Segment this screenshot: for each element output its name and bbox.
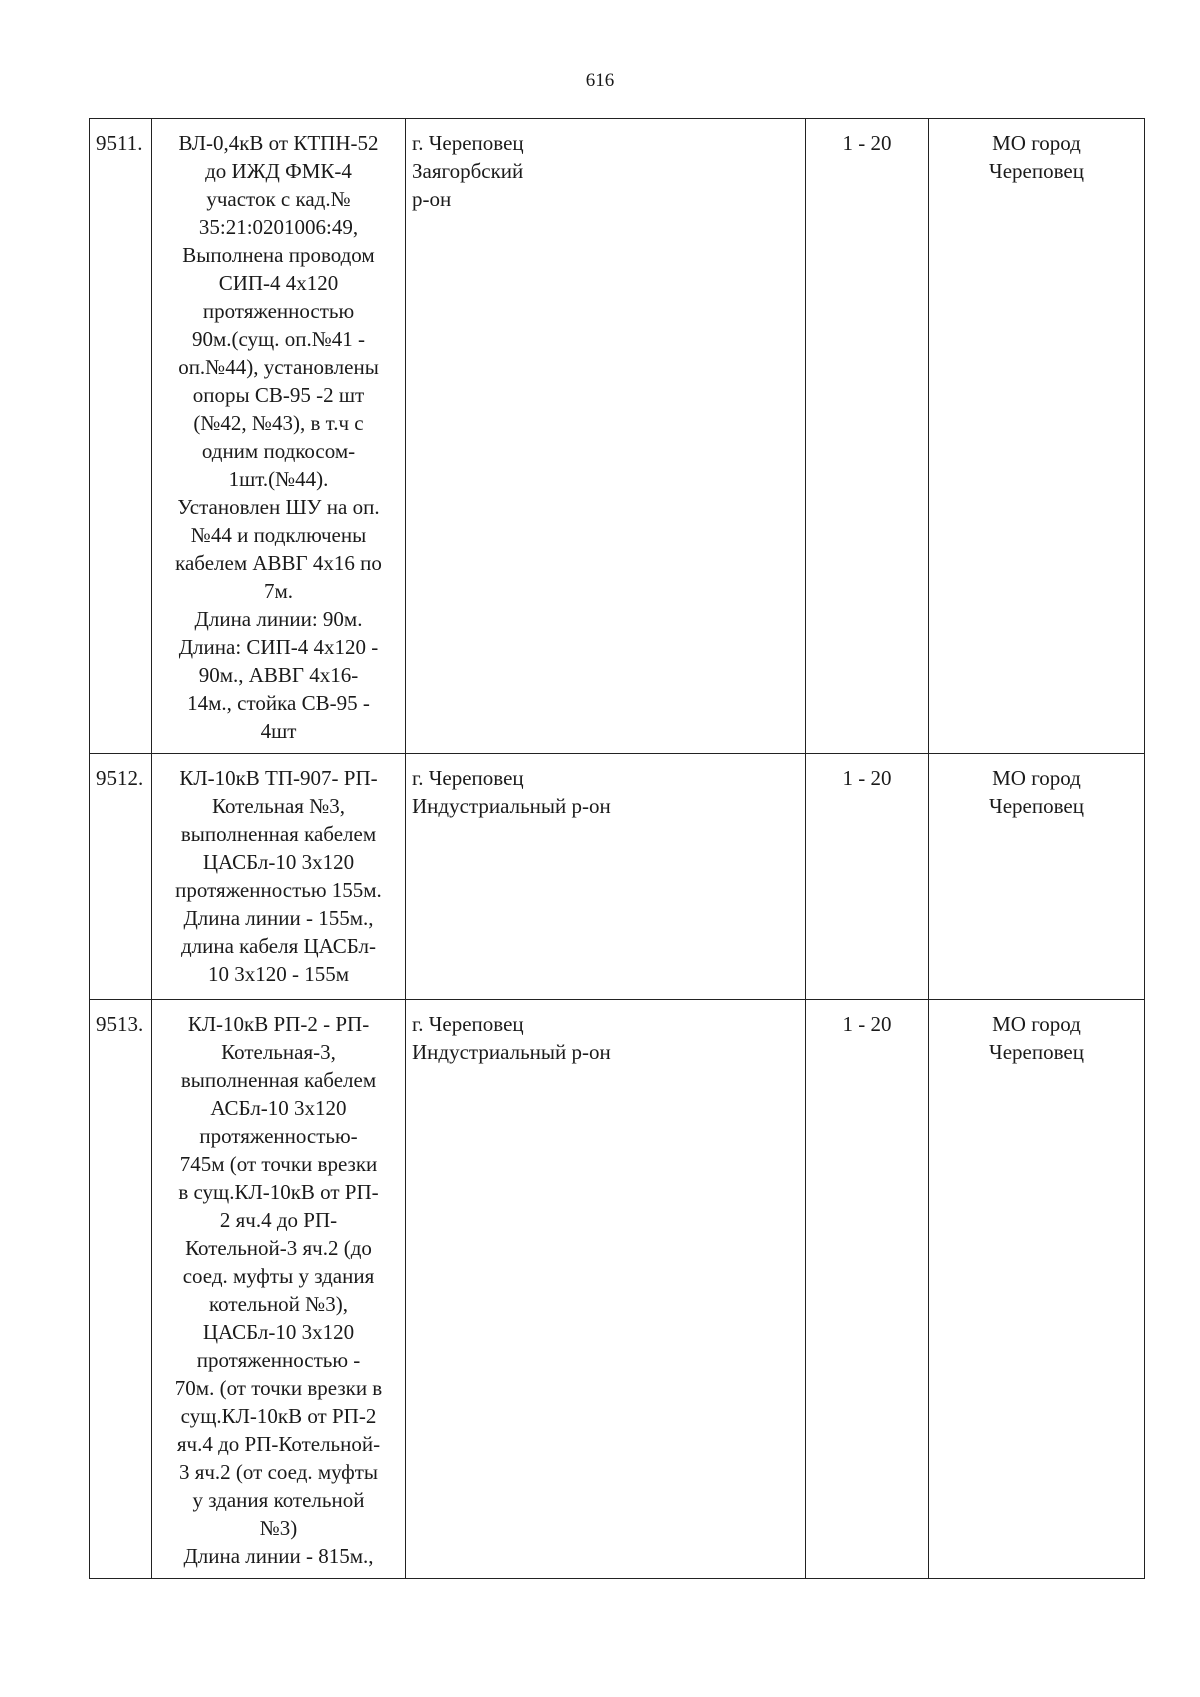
description-line: Котельная-3,: [221, 1040, 336, 1064]
description-line: ЦАСБл-10 3х120: [202, 1320, 355, 1344]
description-line: 90м.(сущ. оп.№41 -: [191, 327, 365, 351]
location-line: г. Череповец: [412, 766, 524, 790]
description-line: 1шт.(№44).: [228, 467, 329, 491]
category-cell: [806, 119, 929, 754]
owner-cell: [929, 754, 1145, 1000]
description-line: (№42, №43), в т.ч с: [193, 411, 364, 435]
description-line: 7м.: [263, 579, 294, 603]
description-line: котельной №3),: [209, 1292, 348, 1316]
category-value: 1 - 20: [842, 131, 892, 155]
location-line: Индустриальный р-он: [412, 794, 611, 818]
row-number-cell: [90, 1000, 152, 1579]
owner-line: МО город: [992, 131, 1081, 155]
description-line: 745м (от точки врезки: [179, 1152, 378, 1176]
description-cell: [152, 1000, 406, 1579]
category-value: 1 - 20: [842, 766, 892, 790]
description-line: одним подкосом-: [201, 439, 356, 463]
description-line: КЛ-10кВ РП-2 - РП-: [187, 1012, 370, 1036]
description-line: Длина линии: 90м.: [194, 607, 363, 631]
registry-table: [89, 118, 1145, 1579]
description-cell: [152, 754, 406, 1000]
description-line: ЦАСБл-10 3х120: [202, 850, 355, 874]
description-line: соед. муфты у здания: [182, 1264, 375, 1288]
description-line: сущ.КЛ-10кВ от РП-2: [180, 1404, 377, 1428]
owner-line: МО город: [992, 766, 1081, 790]
description-line: Котельной-3 яч.2 (до: [185, 1236, 372, 1260]
owner-line: МО город: [992, 1012, 1081, 1036]
category-value: 1 - 20: [842, 1012, 892, 1036]
description-line: ВЛ-0,4кВ от КТПН-52: [178, 131, 379, 155]
description-line: выполненная кабелем: [180, 822, 377, 846]
description-line: СИП-4 4х120: [218, 271, 339, 295]
description-line: 35:21:0201006:49,: [198, 215, 359, 239]
description-line: оп.№44), установлены: [178, 355, 379, 379]
owner-cell: [929, 119, 1145, 754]
description-line: Длина линии - 815м.,: [183, 1544, 374, 1568]
description-line: 10 3х120 - 155м: [207, 962, 350, 986]
registry-body: [90, 119, 1145, 1579]
owner-line: Череповец: [989, 159, 1084, 183]
page-number: 616: [585, 70, 615, 91]
description-line: Котельная №3,: [212, 794, 345, 818]
owner-cell: [929, 1000, 1145, 1579]
description-line: опоры СВ-95 -2 шт: [192, 383, 365, 407]
row-number: 9511.: [96, 131, 143, 155]
location-line: р-он: [412, 187, 452, 211]
description-line: протяженностью: [202, 299, 355, 323]
row-number-cell: [90, 119, 152, 754]
description-line: 14м., стойка СВ-95 -: [187, 691, 370, 715]
description-line: протяженностью 155м.: [175, 878, 382, 902]
category-cell: [806, 754, 929, 1000]
owner-line: Череповец: [989, 794, 1084, 818]
location-cell: [406, 119, 806, 754]
description-line: яч.4 до РП-Котельной-: [176, 1432, 381, 1456]
location-cell: [406, 754, 806, 1000]
location-line: г. Череповец: [412, 1012, 524, 1036]
description-line: Длина линии - 155м.,: [183, 906, 374, 930]
description-line: №44 и подключены: [190, 523, 367, 547]
location-line: Индустриальный р-он: [412, 1040, 611, 1064]
location-cell: [406, 1000, 806, 1579]
description-line: 4шт: [260, 719, 297, 743]
table-row: [90, 119, 1145, 754]
description-line: в сущ.КЛ-10кВ от РП-: [178, 1180, 379, 1204]
description-line: у здания котельной: [192, 1488, 365, 1512]
description-line: кабелем АВВГ 4х16 по: [175, 551, 382, 575]
description-cell: [152, 119, 406, 754]
description-line: Установлен ШУ на оп.: [177, 495, 380, 519]
location-line: Заягорбский: [412, 159, 524, 183]
description-line: участок с кад.№: [206, 187, 351, 211]
description-line: длина кабеля ЦАСБл-: [180, 934, 377, 958]
description-line: 3 яч.2 (от соед. муфты: [178, 1460, 379, 1484]
category-cell: [806, 1000, 929, 1579]
description-line: протяженностью-: [199, 1124, 358, 1148]
description-line: 2 яч.4 до РП-: [219, 1208, 338, 1232]
description-line: 90м., АВВГ 4х16-: [198, 663, 359, 687]
table-row: [90, 754, 1145, 1000]
location-line: г. Череповец: [412, 131, 524, 155]
row-number: 9513.: [96, 1012, 144, 1036]
row-number-cell: [90, 754, 152, 1000]
owner-line: Череповец: [989, 1040, 1084, 1064]
description-line: выполненная кабелем: [180, 1068, 377, 1092]
description-line: КЛ-10кВ ТП-907- РП-: [179, 766, 378, 790]
table-row: [90, 1000, 1145, 1579]
row-number: 9512.: [96, 766, 144, 790]
description-line: Длина: СИП-4 4х120 -: [178, 635, 379, 659]
description-line: до ИЖД ФМК-4: [205, 159, 352, 183]
description-line: 70м. (от точки врезки в: [174, 1376, 383, 1400]
description-line: Выполнена проводом: [182, 243, 375, 267]
description-line: протяженностью -: [196, 1348, 361, 1372]
description-line: №3): [259, 1516, 298, 1540]
description-line: АСБл-10 3х120: [210, 1096, 347, 1120]
